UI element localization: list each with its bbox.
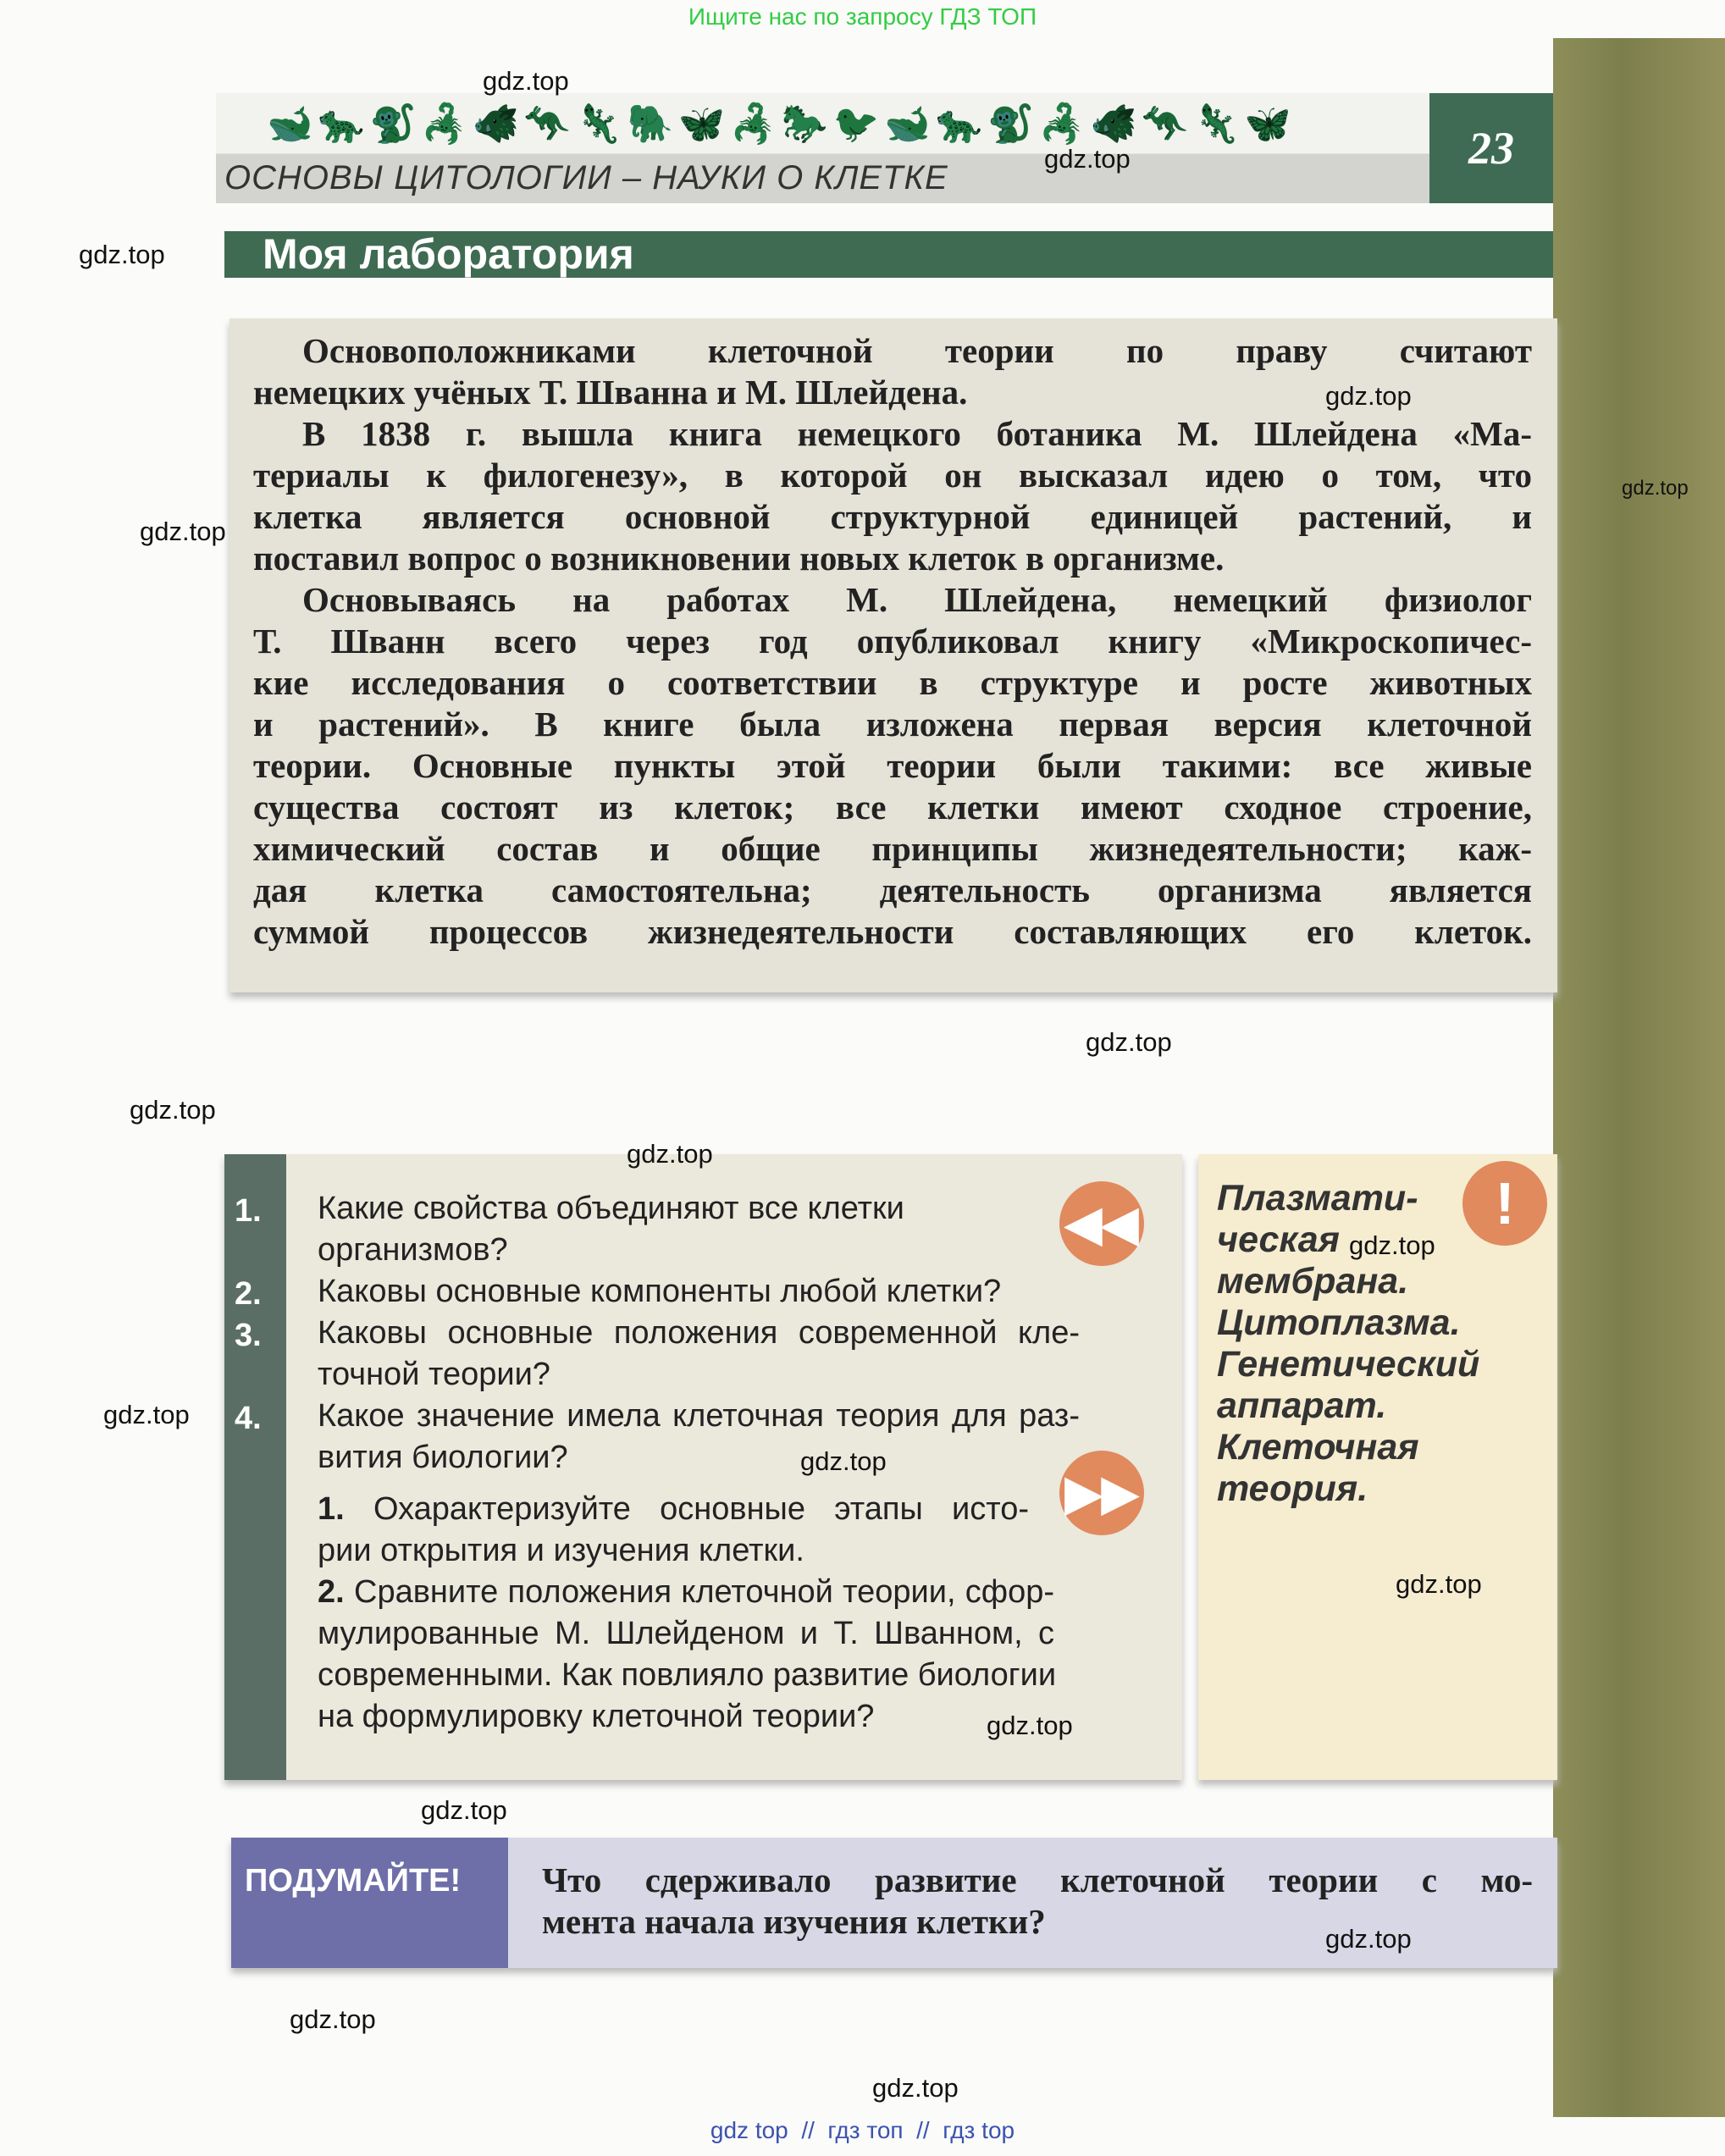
- think-line: мента начала изучения клетки?: [542, 1902, 1046, 1941]
- questions-box: [224, 1154, 1182, 1780]
- rewind-icon: ◀◀: [1059, 1181, 1144, 1266]
- watermark: gdz.top: [1622, 477, 1689, 500]
- watermark: gdz.top: [1086, 1027, 1172, 1057]
- task-line: современными. Как повлияло развитие биологии: [318, 1657, 1057, 1693]
- text-line: суммой процессов жизнедеятельности составляющих его клеток.: [253, 912, 1532, 951]
- question-text: точной теории?: [318, 1357, 550, 1392]
- watermark: gdz.top: [800, 1446, 887, 1476]
- watermark: gdz.top: [1325, 1924, 1412, 1954]
- text-line: и растений». В книге была изложена первая версия клеточной: [253, 705, 1532, 744]
- watermark: gdz.top: [421, 1795, 507, 1825]
- page-number: 23: [1429, 93, 1553, 203]
- watermark: gdz.top: [872, 2073, 959, 2103]
- watermark: gdz.top: [79, 240, 165, 269]
- task-number: 1.: [318, 1491, 345, 1527]
- text-line: дая клетка самостоятельна; деятельность организма является: [253, 871, 1532, 909]
- section-title: Моя лаборатория: [224, 231, 1553, 278]
- text-line: В 1838 г. вышла книга немецкого ботаника М. Шлейдена «Ма-: [302, 414, 1532, 453]
- question-text: Какие свойства объединяют все клетки: [318, 1191, 904, 1226]
- watermark: gdz.top: [140, 517, 226, 546]
- watermark: gdz.top: [103, 1400, 190, 1429]
- text-line: немецких учёных Т. Шванна и М. Шлейдена.: [253, 373, 968, 412]
- tasks-list: [318, 1489, 1057, 1738]
- text-line: кие исследования о соответствии в структуре и росте животных: [253, 663, 1532, 702]
- watermark: gdz.top: [1396, 1569, 1482, 1599]
- question-item: [318, 1188, 1080, 1479]
- text-line: теории. Основные пункты этой теории были такими: все живые: [253, 746, 1532, 785]
- think-label: ПОДУМАЙТЕ!: [231, 1838, 508, 1968]
- question-text: Каковы основные компоненты любой клетки?: [318, 1274, 1002, 1309]
- text-line: Т. Шванн всего через год опубликовал книгу «Микроскопичес-: [253, 622, 1532, 661]
- question-number: 1.: [235, 1193, 262, 1229]
- question-number: 3.: [235, 1318, 262, 1353]
- key-term: теория.: [1217, 1468, 1368, 1509]
- key-term: Генетический: [1217, 1344, 1480, 1385]
- watermark: gdz.top: [1325, 381, 1412, 411]
- text-line: существа состоят из клеток; все клетки имеют сходное строение,: [253, 788, 1532, 826]
- task-text: [318, 1572, 1054, 1613]
- key-term: аппарат.: [1217, 1385, 1387, 1426]
- key-term: Плазмати-: [1217, 1178, 1418, 1219]
- key-term: Цитоплазма.: [1217, 1302, 1461, 1343]
- task-line: на формулировку клеточной теории?: [318, 1699, 875, 1734]
- question-text: вития биологии?: [318, 1440, 568, 1475]
- page-header: [216, 93, 1429, 203]
- exclamation-icon: !: [1462, 1161, 1547, 1246]
- task-number: 2.: [318, 1574, 345, 1610]
- watermark: gdz.top: [1044, 144, 1131, 174]
- task-text: [318, 1489, 1029, 1530]
- text-line: поставил вопрос о возникновении новых клеток в организме.: [253, 539, 1225, 578]
- watermark: gdz.top: [987, 1711, 1073, 1740]
- task-line: Сравните положения клеточной теории, сфор-: [354, 1574, 1054, 1610]
- text-line: клетка является основной структурной единицей растений, и: [253, 497, 1532, 536]
- watermark: gdz.top: [290, 2004, 376, 2034]
- watermark: gdz.top: [130, 1095, 216, 1125]
- watermark: gdz.top: [483, 66, 569, 96]
- text-line: Основоположниками клеточной теории по праву считают: [302, 331, 1532, 370]
- key-terms: [1217, 1178, 1479, 1510]
- lab-text-box: [229, 318, 1557, 992]
- chapter-title: ОСНОВЫ ЦИТОЛОГИИ – НАУКИ О КЛЕТКЕ: [224, 159, 948, 196]
- key-term: ческая: [1217, 1219, 1340, 1260]
- task-line: Охарактеризуйте основные этапы исто-: [373, 1491, 1029, 1527]
- fast-forward-icon: ▶▶: [1059, 1451, 1144, 1535]
- key-term: Клеточная: [1217, 1427, 1419, 1468]
- watermark: gdz.top: [1349, 1230, 1435, 1260]
- question-number: 2.: [235, 1276, 262, 1312]
- question-number: 4.: [235, 1401, 262, 1436]
- question-text: Какое значение имела клеточная теория для раз-: [318, 1398, 1080, 1434]
- watermark: gdz.top: [627, 1139, 713, 1169]
- text-line: химический состав и общие принципы жизнедеятельности; каж-: [253, 829, 1532, 868]
- text-line: териалы к филогенезу», в которой он высказал идею о том, что: [253, 456, 1532, 495]
- task-line: рии открытия и изучения клетки.: [318, 1533, 804, 1568]
- text-line: Основываясь на работах М. Шлейдена, немецкий физиолог: [302, 580, 1532, 619]
- top-banner-text: Ищите нас по запросу ГДЗ ТОП: [688, 3, 1037, 30]
- think-line: Что сдерживало развитие клеточной теории с мо-: [542, 1860, 1533, 1899]
- question-text: Каковы основные положения современной кле-: [318, 1315, 1080, 1351]
- task-line: мулированные М. Шлейденом и Т. Шванном, с: [318, 1616, 1054, 1651]
- questions-side-strip: [224, 1154, 286, 1780]
- page-edge-strip: [1553, 38, 1725, 2117]
- key-term: мембрана.: [1217, 1261, 1409, 1302]
- bottom-banner-text: gdz top // гдз топ // гдз top: [710, 2117, 1015, 2143]
- question-text: организмов?: [318, 1232, 508, 1268]
- animal-silhouettes-icon: 🐋🐆🐒🦂🐗🦘🦎🐘🦋🦂🐎🐦🐋🐆🐒🦂🐗🦘🦎🦋: [267, 103, 1297, 145]
